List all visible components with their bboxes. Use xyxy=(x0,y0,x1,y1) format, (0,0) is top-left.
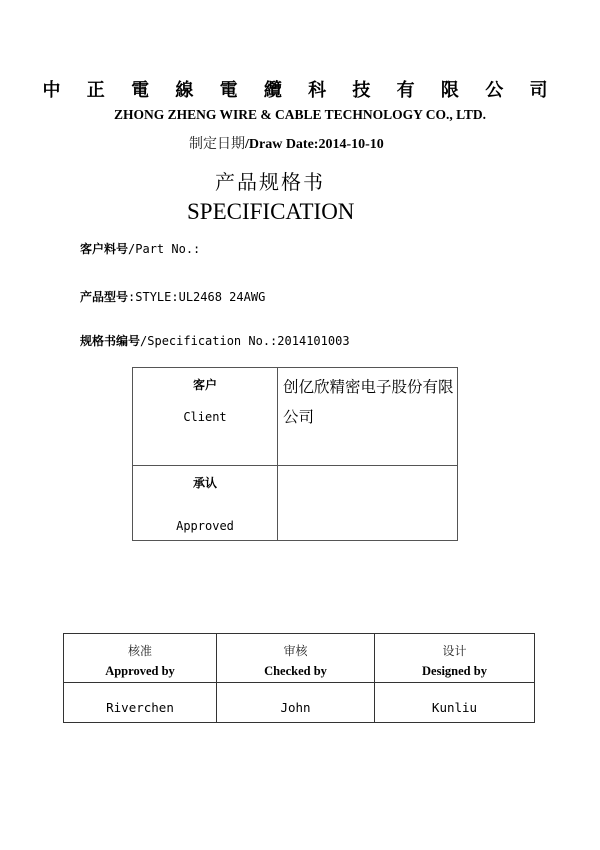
company-name-chinese: 中 正 電 線 電 纜 科 技 有 限 公 司 xyxy=(42,80,558,101)
signature-table xyxy=(63,633,535,723)
approved-by-name: Riverchen xyxy=(106,700,174,715)
part-no-field xyxy=(80,240,200,257)
checked-by-label-en: Checked by xyxy=(264,664,327,678)
style-value: UL2468 24AWG xyxy=(178,290,266,304)
designed-by-label-en: Designed by xyxy=(422,664,487,678)
checked-by-column xyxy=(217,634,374,722)
draw-date-label-cn: 制定日期 xyxy=(189,136,245,152)
designed-by-column xyxy=(375,634,534,722)
table-divider xyxy=(277,368,278,540)
part-no-label-cn: 客户料号 xyxy=(80,242,129,256)
approved-label-en: Approved xyxy=(176,519,234,533)
document-title-english: SPECIFICATION xyxy=(187,199,355,224)
style-field xyxy=(80,288,265,305)
draw-date-label-en: /Draw Date: xyxy=(245,137,319,152)
draw-date-line xyxy=(189,133,384,153)
client-label-cn: 客户 xyxy=(192,378,217,392)
client-name: 创亿欣精密电子股份有限公司 xyxy=(283,378,454,426)
part-no-label-en: /Part No.: xyxy=(128,242,201,256)
client-approval-table xyxy=(132,367,458,541)
spec-no-field xyxy=(80,332,350,349)
designed-by-label-cn: 设计 xyxy=(442,644,467,658)
approved-by-column xyxy=(64,634,216,722)
draw-date-value: 2014-10-10 xyxy=(318,137,384,152)
approved-label-cn: 承认 xyxy=(192,476,217,490)
spec-no-value: 2014101003 xyxy=(277,334,350,348)
checked-by-label-cn: 审核 xyxy=(283,644,308,658)
designed-by-name: Kunliu xyxy=(431,700,478,715)
approved-by-label-en: Approved by xyxy=(105,664,175,678)
style-label-cn: 产品型号 xyxy=(80,290,129,304)
document-title-chinese: 产品规格书 xyxy=(215,170,325,194)
company-name-english: ZHONG ZHENG WIRE & CABLE TECHNOLOGY CO., LTD. xyxy=(113,107,487,122)
style-label-en: :STYLE: xyxy=(128,290,179,304)
spec-no-label-cn: 规格书编号 xyxy=(80,334,141,348)
table-divider xyxy=(133,465,457,466)
spec-no-label-en: /Specification No.: xyxy=(140,334,278,348)
client-label-en: Client xyxy=(183,410,227,424)
approved-by-label-cn: 核准 xyxy=(127,644,152,658)
checked-by-name: John xyxy=(280,700,311,715)
